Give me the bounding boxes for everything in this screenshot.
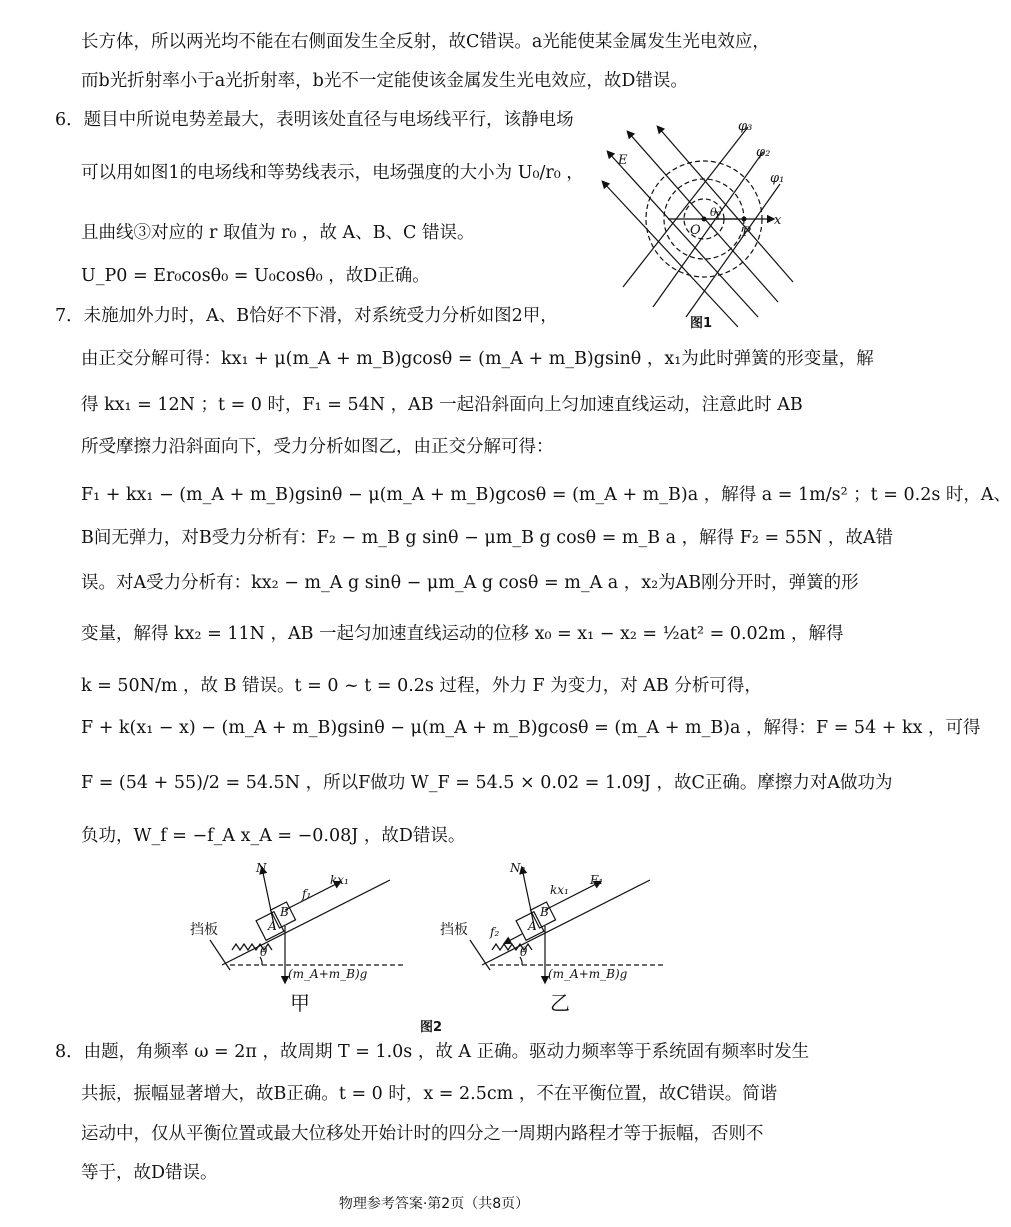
label-f2-right: f₂ <box>490 925 500 939</box>
text-line: 所受摩擦力沿斜面向下，受力分析如图乙，由正交分解可得： <box>81 437 554 457</box>
figure-2-diagram <box>190 860 670 1040</box>
label-kx1-left: kx₁ <box>330 873 349 887</box>
text-line: 可以用如图1的电场线和等势线表示，电场强度的大小为 U₀/r₀ ， <box>81 163 584 183</box>
label-board-right: 挡板 <box>440 922 468 938</box>
label-sub-right: 乙 <box>550 991 570 1015</box>
text-line: 得 kx₁ = 12N ；t = 0 时，F₁ = 54N ，AB 一起沿斜面向上匀加速直线运动，注意此时 AB <box>81 395 803 415</box>
label-kx1-right: kx₁ <box>550 883 569 897</box>
label-g-right: (m_A+m_B)g <box>548 967 628 981</box>
label-theta-left: θ <box>260 945 268 959</box>
text-line: 而b光折射率小于a光折射率，b光不一定能使该金属发生光电效应，故D错误。 <box>81 71 688 91</box>
label-board-left: 挡板 <box>190 922 218 938</box>
label-n-left: N <box>256 861 267 875</box>
text-line: 长方体，所以两光均不能在右侧面发生全反射，故C错误。a光能使某金属发生光电效应， <box>81 32 770 52</box>
text-line: 变量，解得 kx₂ = 11N ，AB 一起匀加速直线运动的位移 x₀ = x₁ − x₂ = ½at² = 0.02m ，解得 <box>81 624 844 644</box>
label-f1-left: f₁ <box>302 887 312 901</box>
text-line: 误。对A受力分析有：kx₂ − m_A g sinθ − μm_A g cosθ = m_A a ，x₂为AB刚分开时，弹簧的形 <box>81 573 859 593</box>
label-x: x <box>774 213 782 228</box>
text-line: F + k(x₁ − x) − (m_A + m_B)gsinθ − μ(m_A + m_B)gcosθ = (m_A + m_B)a ，解得：F = 54 + kx ，可得 <box>81 718 981 738</box>
text-line: 共振，振幅显著增大，故B正确。t = 0 时，x = 2.5cm ，不在平衡位置，故C错误。简谐 <box>81 1084 778 1104</box>
text-line: B间无弹力，对B受力分析有：F₂ − m_B g sinθ − μm_B g cosθ = m_B a ，解得 F₂ = 55N ，故A错 <box>81 528 893 548</box>
label-a-left: A <box>268 919 277 933</box>
text-line: U_P0 = Er₀cosθ₀ = U₀cosθ₀ ，故D正确。 <box>81 266 430 286</box>
label-sub-left: 甲 <box>290 991 310 1015</box>
text-line: F₁ + kx₁ − (m_A + m_B)gsinθ − μ(m_A + m_B)gcosθ = (m_A + m_B)a ，解得 a = 1m/s² ；t = 0.2s 时，A、 <box>81 485 1011 505</box>
label-theta0: θ₀ <box>710 206 722 219</box>
label-e: E <box>618 153 628 168</box>
label-theta-right: θ <box>520 945 528 959</box>
label-phi1: φ₁ <box>770 171 785 186</box>
text-line: 8．由题，角频率 ω = 2π ，故周期 T = 1.0s ，故 A 正确。驱动力频率等于系统固有频率时发生 <box>55 1042 810 1062</box>
text-line: F = (54 + 55)/2 = 54.5N ，所以F做功 W_F = 54.5 × 0.02 = 1.09J ，故C正确。摩擦力对A做功为 <box>81 773 893 793</box>
page-footer: 物理参考答案·第2页（共8页） <box>338 1196 530 1212</box>
label-f1-force-right: F₁ <box>590 873 604 887</box>
label-g-left: (m_A+m_B)g <box>288 967 368 981</box>
figure-2-caption: 图2 <box>420 1020 443 1035</box>
text-line: 等于，故D错误。 <box>81 1163 218 1183</box>
text-line: 由正交分解可得：kx₁ + μ(m_A + m_B)gcosθ = (m_A + m_B)gsinθ ，x₁为此时弹簧的形变量，解 <box>81 349 874 369</box>
label-b-right: B <box>540 905 549 919</box>
text-line: 6．题目中所说电势差最大，表明该处直径与电场线平行，该静电场 <box>55 110 574 130</box>
figure-1-diagram <box>598 112 798 332</box>
label-phi2: φ₂ <box>756 145 771 160</box>
label-n-right: N₂ <box>510 861 526 875</box>
label-b-left: B <box>280 905 289 919</box>
text-line: 且曲线③对应的 r 取值为 r₀ ，故 A、B、C 错误。 <box>81 223 475 243</box>
label-p: P <box>742 225 751 240</box>
text-line: k = 50N/m ，故 B 错误。t = 0 ~ t = 0.2s 过程，外力 F 为变力，对 AB 分析可得， <box>81 676 762 696</box>
label-a-right: A <box>528 919 537 933</box>
figure-1-caption: 图1 <box>690 316 713 331</box>
label-phi3: φ₃ <box>738 119 753 134</box>
text-line: 负功，W_f = −f_A x_A = −0.08J ，故D错误。 <box>81 826 466 846</box>
text-line: 7．未施加外力时，A、B恰好不下滑，对系统受力分析如图2甲， <box>55 306 558 326</box>
text-line: 运动中，仅从平衡位置或最大位移处开始计时的四分之一周期内路程才等于振幅，否则不 <box>81 1124 764 1144</box>
label-o: O <box>690 223 701 238</box>
